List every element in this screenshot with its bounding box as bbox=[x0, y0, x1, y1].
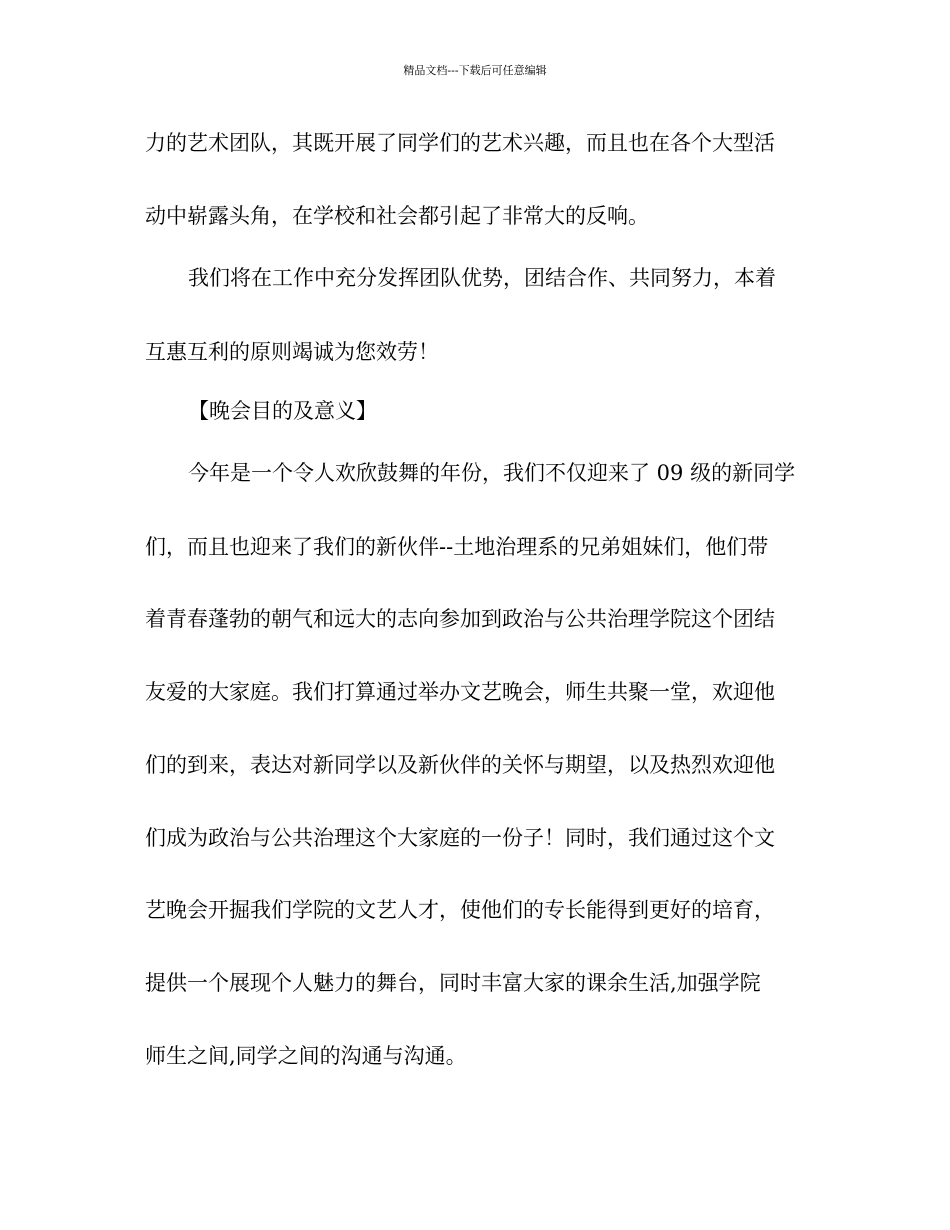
page-header: 精品文档---下载后可任意编辑 bbox=[403, 64, 547, 77]
body-line: 动中崭露头角，在学校和社会都引起了非常大的反响。 bbox=[145, 204, 649, 228]
body-line: 们的到来，表达对新同学以及新伙伴的关怀与期望，以及热烈欢迎他 bbox=[145, 753, 775, 777]
body-line: 友爱的大家庭。我们打算通过举办文艺晚会，师生共聚一堂，欢迎他 bbox=[145, 680, 775, 704]
body-line: 今年是一个令人欢欣鼓舞的年份，我们不仅迎来了 09 级的新同学 bbox=[188, 461, 796, 485]
body-line: 提供一个展现个人魅力的舞台，同时丰富大家的课余生活,加强学院 bbox=[145, 971, 761, 995]
body-line: 我们将在工作中充分发挥团队优势，团结合作、共同努力，本着 bbox=[188, 266, 776, 290]
body-line: 互惠互利的原则竭诚为您效劳！ bbox=[145, 340, 439, 364]
section-heading: 【晚会目的及意义】 bbox=[188, 399, 377, 423]
body-line: 们成为政治与公共治理这个大家庭的一份子！同时，我们通过这个文 bbox=[145, 826, 775, 850]
body-line: 们，而且也迎来了我们的新伙伴--土地治理系的兄弟姐妹们，他们带 bbox=[145, 535, 769, 559]
body-line: 师生之间,同学之间的沟通与沟通。 bbox=[145, 1044, 467, 1068]
body-line: 着青春蓬勃的朝气和远大的志向参加到政治与公共治理学院这个团结 bbox=[145, 607, 775, 631]
body-line: 力的艺术团队，其既开展了同学们的艺术兴趣，而且也在各个大型活 bbox=[145, 131, 775, 155]
body-line: 艺晚会开掘我们学院的文艺人才，使他们的专长能得到更好的培育， bbox=[145, 898, 775, 922]
